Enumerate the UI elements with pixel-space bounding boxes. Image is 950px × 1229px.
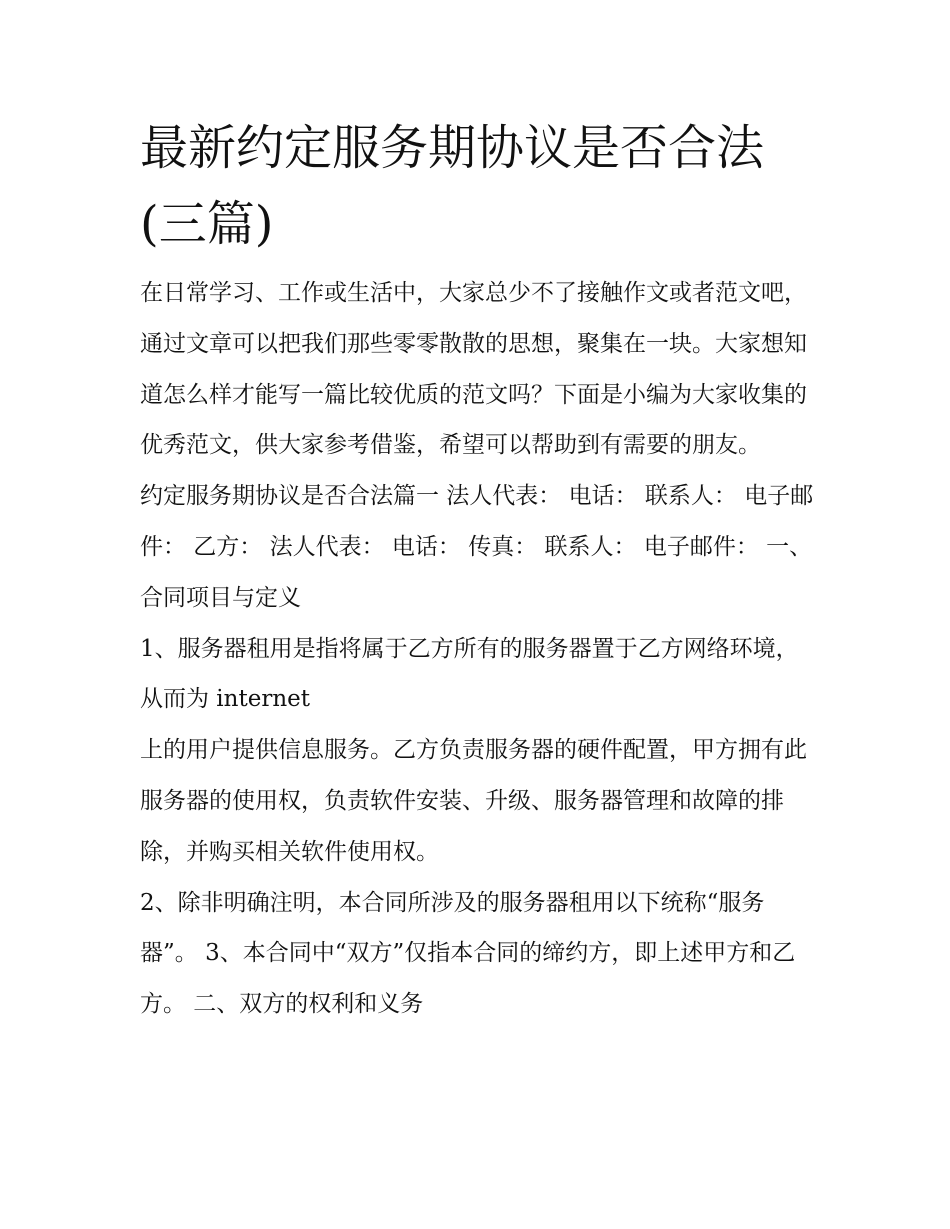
document-body <box>140 110 820 1030</box>
clause-1-paragraph: 1、服务器租用是指将属于乙方所有的服务器置于乙方网络环境，从而为 internet <box>140 635 799 713</box>
clause-2-3-paragraph: 2、除非明确注明，本合同所涉及的服务器租用以下统称“服务器”。 3、本合同中“双方”仅指本合同的缔约方，即上述甲方和乙方。 二、双方的权利和义务 <box>140 889 796 1018</box>
contract-parties-paragraph: 约定服务期协议是否合法篇一 法人代表： 电话： 联系人： 电子邮件： 乙方： 法人代表： 电话： 传真： 联系人： 电子邮件： 一、合同项目与定义 <box>140 483 814 611</box>
title-line-2: (三篇) <box>140 196 274 252</box>
intro-paragraph: 在日常学习、工作或生活中，大家总少不了接触作文或者范文吧，通过文章可以把我们那些零零散散的思想，聚集在一块。大家想知道怎么样才能写一篇比较优质的范文吗？下面是小编为大家收集的优秀范文，供大家参考借鉴，希望可以帮助到有需要的朋友。 <box>140 280 807 459</box>
clause-1-continued-paragraph: 上的用户提供信息服务。乙方负责服务器的硬件配置，甲方拥有此服务器的使用权，负责软件安装、升级、服务器管理和故障的排除，并购买相关软件使用权。 <box>140 737 807 865</box>
title-line-1: 最新约定服务期协议是否合法 <box>140 120 765 176</box>
document-title <box>140 110 820 262</box>
